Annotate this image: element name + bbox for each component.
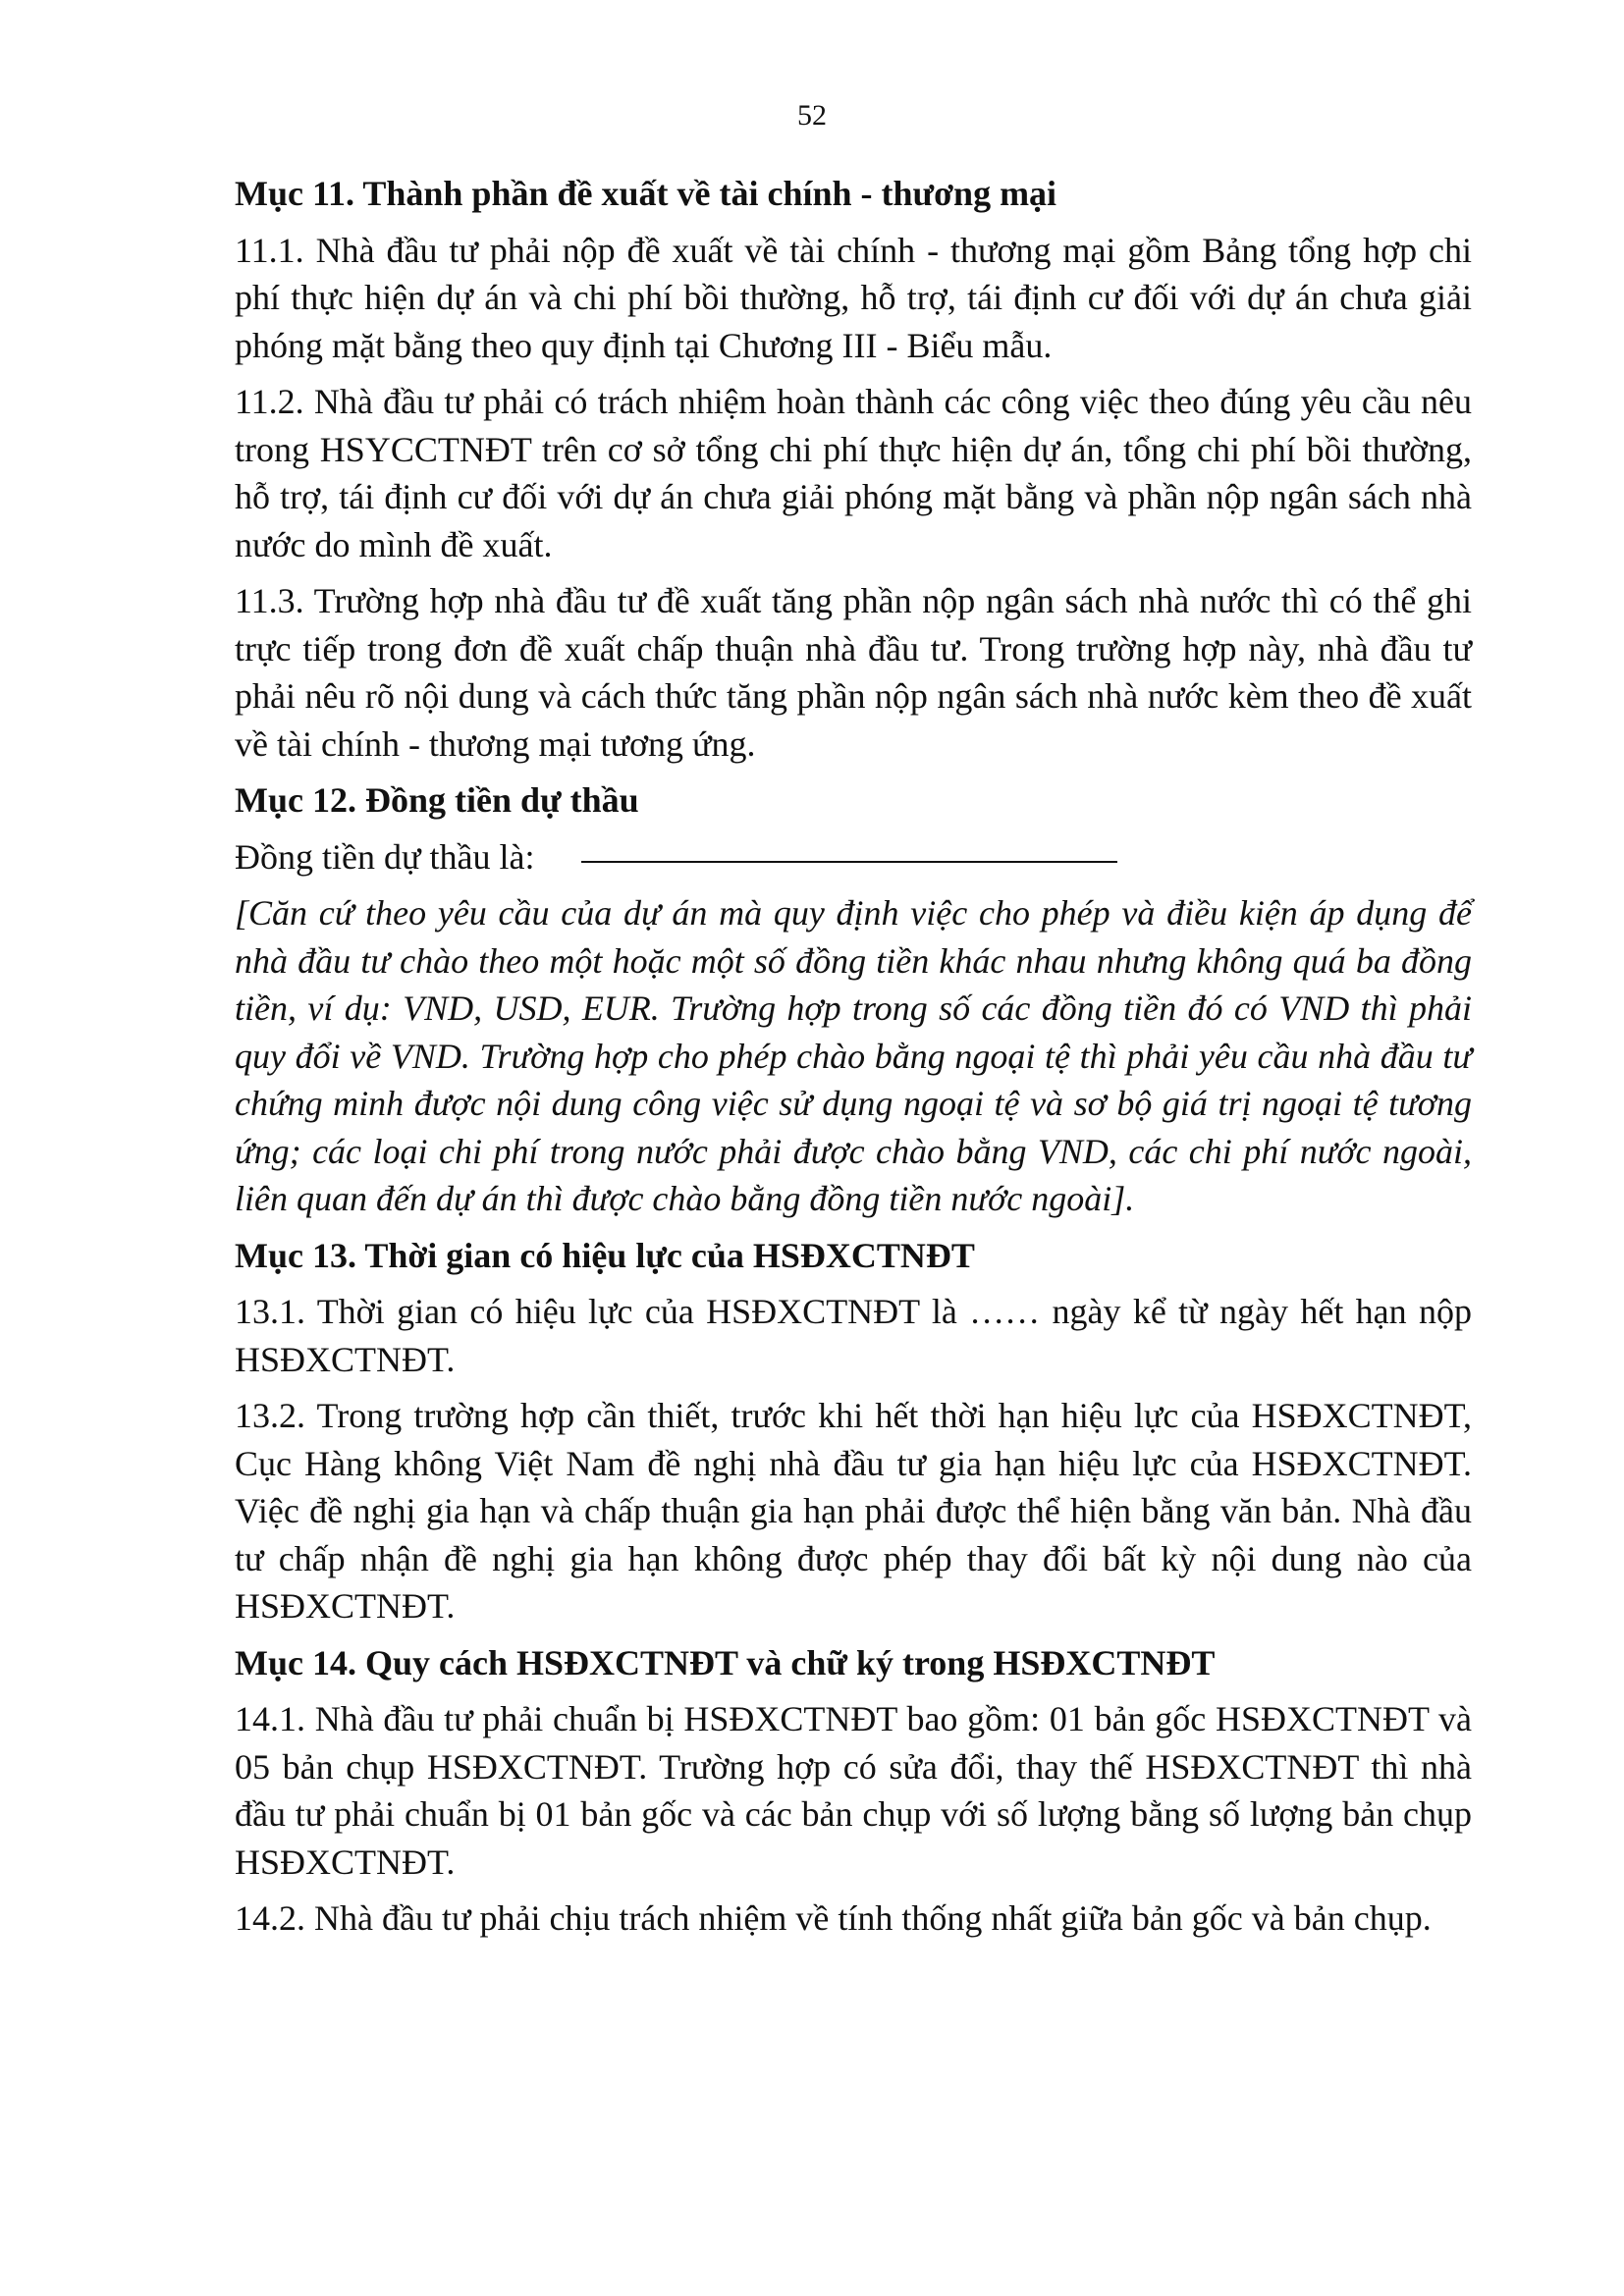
currency-blank-field [581, 829, 1117, 863]
section-13-2-paragraph: 13.2. Trong trường hợp cần thiết, trước khi hết thời hạn hiệu lực của HSĐXCTNĐT, Cục Hàng không Việt Nam đề nghị nhà đầu tư gia hạn hiệu lực của HSĐXCTNĐT. Việc đề nghị gia hạn và chấp thuận gia hạn phải được thể hiện bằng văn bản. Nhà đầu tư chấp nhận đề nghị gia hạn không được phép thay đổi bất kỳ nội dung nào của HSĐXCTNĐT. [235, 1396, 1472, 1626]
section-11-1-paragraph: 11.1. Nhà đầu tư phải nộp đề xuất về tài chính - thương mại gồm Bảng tổng hợp chi phí thực hiện dự án và chi phí bồi thường, hỗ trợ, tái định cư đối với dự án chưa giải phóng mặt bằng theo quy định tại Chương III - Biểu mẫu. [235, 230, 1472, 365]
section-14-1-paragraph: 14.1. Nhà đầu tư phải chuẩn bị HSĐXCTNĐT bao gồm: 01 bản gốc HSĐXCTNĐT và 05 bản chụp HSĐXCTNĐT. Trường hợp có sửa đổi, thay thế HSĐXCTNĐT thì nhà đầu tư phải chuẩn bị 01 bản gốc và các bản chụp với số lượng bằng số lượng bản chụp HSĐXCTNĐT. [235, 1699, 1472, 1882]
section-14-2-paragraph: 14.2. Nhà đầu tư phải chịu trách nhiệm về tính thống nhất giữa bản gốc và bản chụp. [235, 1898, 1432, 1938]
section-12-heading: Mục 12. Đồng tiền dự thầu [235, 780, 639, 820]
document-body [235, 170, 1472, 1951]
currency-line [235, 833, 1472, 881]
currency-label: Đồng tiền dự thầu là: [235, 836, 535, 877]
page-number: 52 [797, 99, 827, 132]
section-14-heading: Mục 14. Quy cách HSĐXCTNĐT và chữ ký trong HSĐXCTNĐT [235, 1642, 1216, 1682]
section-11-2-paragraph: 11.2. Nhà đầu tư phải có trách nhiệm hoàn thành các công việc theo đúng yêu cầu nêu trong HSYCCTNĐT trên cơ sở tổng chi phí thực hiện dự án, tổng chi phí bồi thường, hỗ trợ, tái định cư đối với dự án chưa giải phóng mặt bằng và phần nộp ngân sách nhà nước do mình đề xuất. [235, 382, 1472, 564]
section-11-heading: Mục 11. Thành phần đề xuất về tài chính - thương mại [235, 174, 1057, 213]
currency-instruction-note: [Căn cứ theo yêu cầu của dự án mà quy định việc cho phép và điều kiện áp dụng để nhà đầu tư chào theo một hoặc một số đồng tiền khác nhau nhưng không quá ba đồng tiền, ví dụ: VND, USD, EUR. Trường hợp trong số các đồng tiền đó có VND thì phải quy đổi về VND. Trường hợp cho phép chào bằng ngoại tệ thì phải yêu cầu nhà đầu tư chứng minh được nội dung công việc sử dụng ngoại tệ và sơ bộ giá trị ngoại tệ tương ứng; các loại chi phí trong nước phải được chào bằng VND, các chi phí nước ngoài, liên quan đến dự án thì được chào bằng đồng tiền nước ngoài]. [235, 893, 1472, 1218]
section-11-3-paragraph: 11.3. Trường hợp nhà đầu tư đề xuất tăng phần nộp ngân sách nhà nước thì có thể ghi trực tiếp trong đơn đề xuất chấp thuận nhà đầu tư. Trong trường hợp này, nhà đầu tư phải nêu rõ nội dung và cách thức tăng phần nộp ngân sách nhà nước kèm theo đề xuất về tài chính - thương mại tương ứng. [235, 581, 1472, 764]
section-13-1-paragraph: 13.1. Thời gian có hiệu lực của HSĐXCTNĐT là …… ngày kể từ ngày hết hạn nộp HSĐXCTNĐT. [235, 1292, 1472, 1379]
section-13-heading: Mục 13. Thời gian có hiệu lực của HSĐXCTNĐT [235, 1235, 975, 1275]
